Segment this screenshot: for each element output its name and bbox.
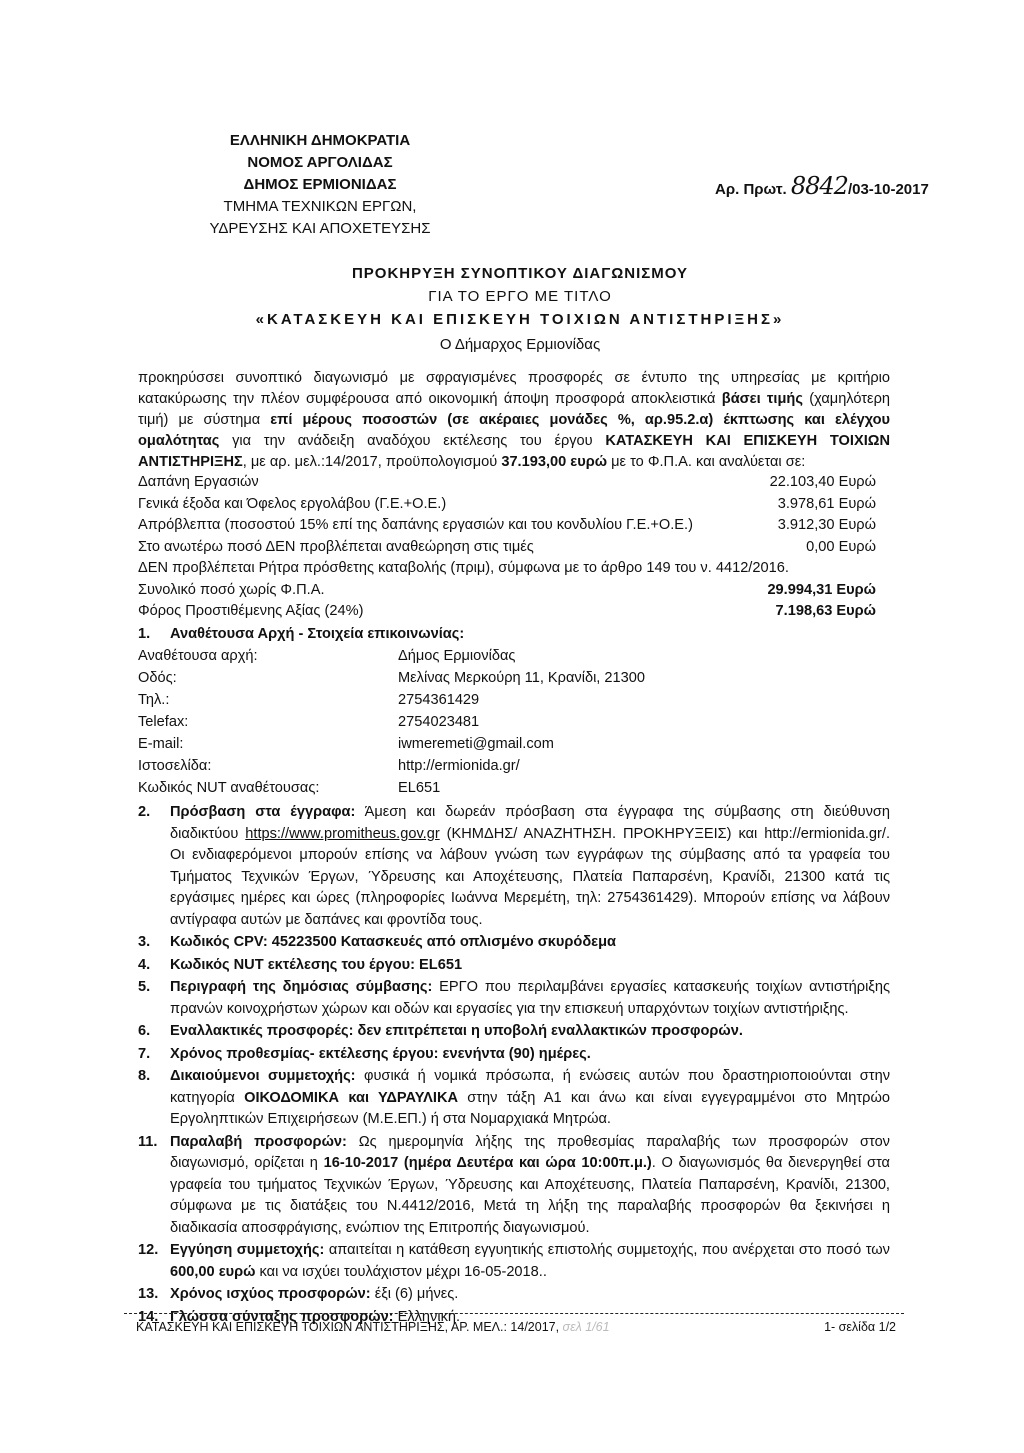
item-number: 13. <box>138 1286 159 1302</box>
contact-key: Κωδικός NUT αναθέτουσας: <box>138 780 320 796</box>
item-number: 2. <box>138 804 151 820</box>
item-text: έξι (6) μήνες. <box>370 1286 459 1302</box>
cost-row <box>138 517 890 539</box>
item-heading: Κωδικός NUT εκτέλεσης του έργου: EL651 <box>170 956 463 973</box>
contact-value: http://ermionida.gr/ <box>398 758 520 774</box>
item-number: 8. <box>138 1068 151 1084</box>
contact-value: 2754361429 <box>398 692 480 708</box>
intro-bold-2: επί μέρους ποσοστών (σε ακέραιες μονάδες %, αρ.95.2.α) έκπτωσης και ελέγχου ομαλότητας <box>138 412 890 449</box>
item-text: (ΚΗΜΔΗΣ/ ΑΝΑΖΗΤΗΣΗ. ΠΡΟΚΗΡΥΞΕΙΣ) και http://ermionida.gr/. Οι ενδιαφερόμενοι μπορούν επίσης να λάβουν γνώση των εγγράφων της σύμβασης από τα γραφεία του Τμήματος Τεχνικών Έργων, Ύδρευσης και Αποχέτευσης, Πλατεία Παπαρσένη, Κρανίδι, 21300 κατά τις εργάσιμες ημέρες και ώρες (πληροφορίες Ιωάννα Μερεμέτη, τηλ: 2754361429). Μπορούν επίσης να λάβουν αντίγραφα αυτών με δαπάνες και φροντίδα τους. <box>170 825 890 928</box>
cost-row-vat <box>138 603 890 625</box>
cost-row-total <box>138 582 890 604</box>
item-number: 7. <box>138 1045 151 1062</box>
item-cpv <box>138 932 890 954</box>
item-documents-access <box>138 802 890 931</box>
contact-value: Μελίνας Μερκούρη 11, Κρανίδι, 21300 <box>398 670 646 686</box>
section-number: 1. <box>138 626 151 642</box>
contact-value: 2754023481 <box>398 714 480 730</box>
contact-key: E-mail: <box>138 736 184 752</box>
cost-amount: 3.912,30 Ευρώ <box>777 517 876 533</box>
contact-key: Τηλ.: <box>138 692 170 708</box>
item-eligibility <box>138 1066 890 1131</box>
header-line-department: ΤΜΗΜΑ ΤΕΧΝΙΚΩΝ ΕΡΓΩΝ, <box>223 198 417 215</box>
item-number: 6. <box>138 1023 151 1039</box>
protocol-date: /03-10-2017 <box>847 181 929 198</box>
item-text: Ελληνική. <box>393 1308 461 1325</box>
notice-title <box>200 262 840 331</box>
item-alternatives <box>138 1021 890 1043</box>
contact-row <box>138 670 890 692</box>
title-line-3: «ΚΑΤΑΣΚΕΥΗ ΚΑΙ ΕΠΙΣΚΕΥΗ ΤΟΙΧΙΩΝ ΑΝΤΙΣΤΗΡΙΞΗΣ» <box>255 311 785 328</box>
cost-label: ΔΕΝ προβλέπεται Ρήτρα πρόσθετης καταβολής (πριμ), σύμφωνα με το άρθρο 149 του ν. 4412/2016. <box>138 560 789 576</box>
protocol-label: Αρ. Πρωτ. <box>715 181 787 198</box>
item-heading: Εγγύηση συμμετοχής: <box>170 1242 325 1258</box>
protocol-handwritten-number: 8842 <box>790 172 848 200</box>
intro-text-5: με το Φ.Π.Α. και αναλύεται σε: <box>607 454 806 470</box>
item-heading: Εναλλακτικές προσφορές: δεν επιτρέπεται η υποβολή εναλλακτικών προσφορών. <box>170 1023 743 1039</box>
item-number: 11. <box>138 1133 158 1150</box>
item-text: φυσικά ή νομικά πρόσωπα, ή ενώσεις αυτών που δραστηριοποιούνται στην κατηγορία <box>170 1068 890 1106</box>
item-duration <box>138 1044 890 1066</box>
header-line-department-2: ΥΔΡΕΥΣΗΣ ΚΑΙ ΑΠΟΧΕΤΕΥΣΗΣ <box>209 220 431 237</box>
item-heading: Χρόνος ισχύος προσφορών: <box>170 1286 371 1302</box>
cost-label: Συνολικό ποσό χωρίς Φ.Π.Α. <box>138 581 325 598</box>
header-line-republic: ΕΛΛΗΝΙΚΗ ΔΗΜΟΚΡΑΤΙΑ <box>229 132 411 149</box>
contact-key: Telefax: <box>138 714 189 730</box>
intro-paragraph <box>138 368 890 473</box>
section-contracting-authority <box>138 626 890 802</box>
item-description <box>138 977 890 1020</box>
item-number: 14. <box>138 1308 159 1325</box>
cost-row <box>138 560 890 582</box>
contact-key: Ιστοσελίδα: <box>138 758 212 774</box>
intro-text-1: προκηρύσσει συνοπτικό διαγωνισμό με σφραγισμένες προσφορές σε έντυπο της υπηρεσίας με κριτήριο κατακύρωσης την πλέον συμφέρουσα από οικονομική άποψη προσφορά αποκλειστικά <box>138 370 890 407</box>
item-text: και να ισχύει τουλάχιστον μέχρι 16-05-2018.. <box>255 1263 547 1280</box>
contact-row <box>138 648 890 670</box>
section-title: Αναθέτουσα Αρχή - Στοιχεία επικοινωνίας: <box>170 626 465 642</box>
contact-row <box>138 692 890 714</box>
item-nut <box>138 955 890 977</box>
contact-value: Δήμος Ερμιονίδας <box>398 648 516 664</box>
item-text: . Ο διαγωνισμός θα διενεργηθεί στα γραφεία του τμήματος Τεχνικών Έργων, Ύδρευσης και Αποχέτευσης, Πλατεία Παπαρσένη, Κρανίδι, 21300, σύμφωνα με τις διατάξεις του Ν.4412/2016, Μετά τη λήξη της παραλαβής προσφορών θα ξεκινήσει η διαδικασία αποσφράγισης, ενώπιον της Επιτροπής διαγωνισμού. <box>170 1155 890 1236</box>
intro-text-4: , με αρ. μελ.:14/2017, προϋπολογισμού <box>242 454 502 470</box>
promitheus-link[interactable]: https://www.promitheus.gov.gr <box>245 825 440 842</box>
intro-bold-4: 37.193,00 ευρώ <box>501 454 608 470</box>
item-heading: Πρόσβαση στα έγγραφα: <box>170 804 356 820</box>
cost-breakdown <box>138 474 890 625</box>
cost-label: Φόρος Προστιθέμενης Αξίας (24%) <box>138 603 364 619</box>
cost-amount: 3.978,61 Ευρώ <box>777 495 876 512</box>
footer-faint-stamp: σελ 1/61 <box>559 1320 610 1334</box>
cost-label: Γενικά έξοδα και Όφελος εργολάβου (Γ.Ε.+Ο.Ε.) <box>138 495 447 512</box>
header-line-municipality: ΔΗΜΟΣ ΕΡΜΙΟΝΙΔΑΣ <box>243 176 397 193</box>
header-line-prefecture: ΝΟΜΟΣ ΑΡΓΟΛΙΔΑΣ <box>247 154 393 171</box>
contact-row <box>138 714 890 736</box>
item-heading: Γλώσσα σύνταξης προσφορών: <box>170 1308 394 1325</box>
contact-row <box>138 758 890 780</box>
item-text: Άμεση και δωρεάν πρόσβαση στα έγγραφα της σύμβασης στη διεύθυνση διαδικτύου <box>170 804 890 842</box>
item-number: 5. <box>138 979 151 995</box>
intro-bold-1: βάσει τιμής <box>721 391 803 407</box>
item-text: Ως ημερομηνία λήξης της προθεσμίας παραλαβής των προσφορών στον διαγωνισμό, ορίζεται η <box>170 1133 890 1171</box>
item-bold: 600,00 ευρώ <box>170 1263 256 1280</box>
item-submission <box>138 1132 890 1240</box>
item-number: 12. <box>138 1242 159 1258</box>
item-bold: 16-10-2017 (ημέρα Δευτέρα και ώρα 10:00π.μ.) <box>323 1155 652 1171</box>
cost-label: Στο ανωτέρω ποσό ΔΕΝ προβλέπεται αναθεώρηση στις τιμές <box>138 538 534 555</box>
item-heading: Κωδικός CPV: 45223500 Κατασκευές από οπλισμένο σκυρόδεμα <box>170 934 617 950</box>
footer-left <box>136 1320 610 1334</box>
cost-row <box>138 539 890 561</box>
item-heading: Παραλαβή προσφορών: <box>170 1133 347 1150</box>
item-guarantee <box>138 1240 890 1283</box>
cost-label: Δαπάνη Εργασιών <box>138 474 259 490</box>
intro-bold-3: ΚΑΤΑΣΚΕΥΗ ΚΑΙ ΕΠΙΣΚΕΥΗ ΤΟΙΧΙΩΝ ΑΝΤΙΣΤΗΡΙΞΗΣ <box>138 433 890 470</box>
cost-amount: 7.198,63 Ευρώ <box>775 603 876 619</box>
cost-row <box>138 474 890 496</box>
contact-row <box>138 780 890 802</box>
title-line-2: ΓΙΑ ΤΟ ΕΡΓΟ ΜΕ ΤΙΤΛΟ <box>428 288 612 305</box>
mayor-line: Ο Δήμαρχος Ερμιονίδας <box>439 336 601 353</box>
item-number: 4. <box>138 956 151 973</box>
item-validity <box>138 1284 890 1306</box>
protocol-number <box>715 172 929 200</box>
cost-amount: 22.103,40 Ευρώ <box>769 474 876 490</box>
footer-project-ref: ΚΑΤΑΣΚΕΥΗ ΚΑΙ ΕΠΙΣΚΕΥΗ ΤΟΙΧΙΩΝ ΑΝΤΙΣΤΗΡΙΞΗΣ, ΑΡ. ΜΕΛ.: 14/2017, <box>136 1320 560 1334</box>
cost-amount: 0,00 Ευρώ <box>806 538 876 555</box>
item-heading: Περιγραφή της δημόσιας σύμβασης: <box>170 979 433 995</box>
intro-text-2: (χαμηλότερη τιμή) με σύστημα <box>138 391 890 428</box>
issuer-header <box>200 130 440 240</box>
item-number: 3. <box>138 934 151 950</box>
cost-row <box>138 496 890 518</box>
contact-value: EL651 <box>398 780 441 796</box>
cost-amount: 29.994,31 Ευρώ <box>767 581 876 598</box>
item-heading: Δικαιούμενοι συμμετοχής: <box>170 1068 356 1084</box>
item-text: ΕΡΓΟ που περιλαμβάνει εργασίες κατασκευής τοιχίων αντιστήριξης πρανών κοινοχρήστων χώρων και οδών και εργασίες για την επισκευή υπαρχόντων τοιχίων αντιστήριξης. <box>170 979 890 1017</box>
item-text: στην τάξη Α1 και άνω και είναι εγγεγραμμένοι στο Μητρώο Εργοληπτικών Επιχειρήσεων (Μ.Ε.ΕΠ.) ή στα Νομαρχιακά Μητρώα. <box>170 1089 890 1127</box>
item-heading: Χρόνος προθεσμίας- εκτέλεσης έργου: ενενήντα (90) ημέρες. <box>170 1045 591 1062</box>
contact-key: Αναθέτουσα αρχή: <box>138 648 258 664</box>
cost-label: Απρόβλεπτα (ποσοστού 15% επί της δαπάνης εργασιών και του κονδυλίου Γ.Ε.+Ο.Ε.) <box>138 517 693 533</box>
item-bold: ΟΙΚΟΔΟΜΙΚΑ και ΥΔΡΑΥΛΙΚΑ <box>244 1089 459 1106</box>
item-text: απαιτείται η κατάθεση εγγυητικής επιστολής συμμετοχής, που ανέρχεται στο ποσό των <box>324 1242 890 1258</box>
intro-text-3: για την ανάδειξη αναδόχου εκτέλεσης του έργου <box>219 433 606 449</box>
contact-row <box>138 736 890 758</box>
contact-key: Οδός: <box>138 670 177 686</box>
notice-items <box>138 802 890 1329</box>
footer-page-number: 1- σελίδα 1/2 <box>824 1320 896 1334</box>
section-heading <box>138 626 890 648</box>
contact-value: iwmeremeti@gmail.com <box>398 736 554 752</box>
title-line-1: ΠΡΟΚΗΡΥΞΗ ΣΥΝΟΠΤΙΚΟΥ ΔΙΑΓΩΝΙΣΜΟΥ <box>351 265 689 282</box>
